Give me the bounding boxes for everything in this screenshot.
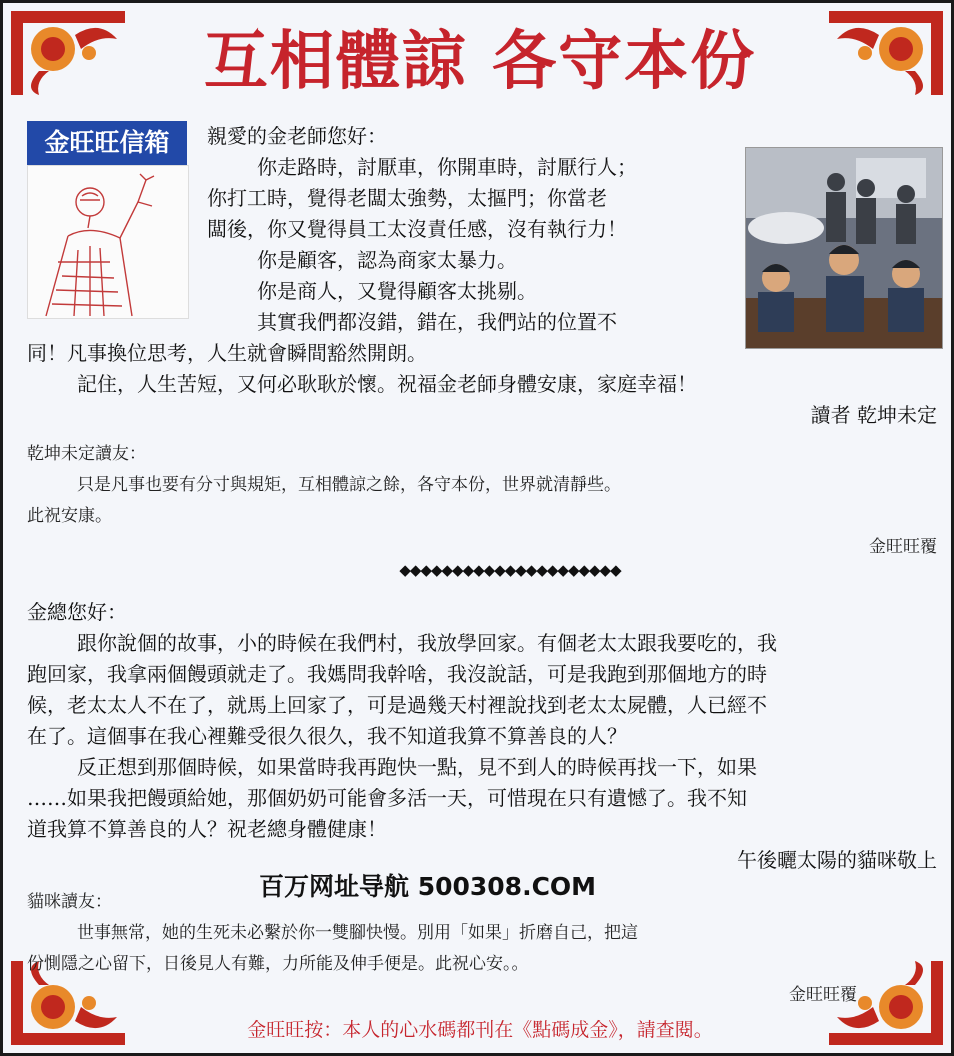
sketch-illustration	[27, 165, 189, 319]
letter2-line: 跑回家，我拿兩個饅頭就走了。我媽問我幹啥，我沒說話，可是我跑到那個地方的時	[27, 662, 767, 686]
letter2-line: 跟你說個的故事，小的時候在我們村，我放學回家。有個老太太跟我要吃的，我	[77, 631, 777, 655]
letter1-line: 你走路時，討厭車，你開車時，討厭行人；	[257, 155, 637, 179]
reply2-line: 份惻隱之心留下，日後見人有難，力所能及伸手便是。此祝心安。。	[27, 954, 529, 974]
watermark-text: 百万网址导航 500308.COM	[259, 872, 597, 901]
letter1-line: 記住，人生苦短，又何必耿耿於懷。祝福金老師身體安康，家庭幸福！	[77, 372, 697, 396]
letter2-line: 候，老太太人不在了，就馬上回家了，可是過幾天村裡說找到老太太屍體，人已經不	[27, 693, 767, 717]
letter2-signature: 午後曬太陽的貓咪敬上	[737, 848, 937, 872]
letter1-line: 你是顧客，認為商家太暴力。	[257, 248, 517, 272]
letter1-line: 同！凡事換位思考，人生就會瞬間豁然開朗。	[27, 341, 427, 365]
column-badge: 金旺旺信箱	[27, 121, 187, 165]
footer-note: 金旺旺按：本人的心水碼都刊在《點碼成金》，請查閱。	[247, 1019, 713, 1041]
corner-ornament-top-right	[827, 9, 945, 97]
reply2-block	[27, 887, 937, 1011]
reply2-line: 世事無常，她的生死未必繫於你一雙腳快慢。別用「如果」折磨自己，把這	[77, 923, 638, 943]
letter1-block-wide	[27, 338, 937, 431]
page-title: 互相體諒 各守本份	[203, 25, 757, 99]
corner-ornament-top-left	[9, 9, 127, 97]
letter1-signature: 讀者 乾坤未定	[810, 403, 937, 427]
letter2-line: 在了。這個事在我心裡難受很久很久，我不知道我算不算善良的人？	[27, 724, 627, 748]
letter2-line: 道我算不算善良的人？祝老總身體健康！	[27, 817, 387, 841]
letter1-greeting: 親愛的金老師您好：	[207, 124, 387, 148]
reply1-line: 只是凡事也要有分寸與規矩，互相體諒之餘，各守本份，世界就清靜些。	[77, 475, 621, 495]
office-people-illustration	[745, 147, 943, 349]
letter1-line: 你打工時，覺得老闆太強勢，太摳門；你當老	[207, 186, 607, 210]
reply1-greeting: 乾坤未定讀友：	[27, 444, 146, 464]
reply2-signature: 金旺旺覆	[789, 985, 857, 1005]
reply2-greeting: 貓咪讀友：	[27, 892, 112, 912]
letter1-block	[207, 121, 737, 338]
letter2-line: 反正想到那個時候，如果當時我再跑快一點，見不到人的時候再找一下，如果	[77, 755, 757, 779]
reply1-line: 此祝安康。	[27, 506, 112, 526]
letter2-greeting: 金總您好：	[27, 600, 127, 624]
letter1-line: 其實我們都沒錯，錯在，我們站的位置不	[257, 310, 617, 334]
reply1-block	[27, 439, 937, 563]
reply1-signature: 金旺旺覆	[869, 537, 937, 557]
letter2-block	[27, 597, 937, 876]
letter1-line: 闆後，你又覺得員工太沒責任感，沒有執行力！	[207, 217, 627, 241]
letter1-line: 你是商人，又覺得顧客太挑剔。	[257, 279, 537, 303]
section-divider: ◆◆◆◆◆◆◆◆◆◆◆◆◆◆◆◆◆◆◆◆◆	[399, 561, 621, 579]
letter2-line: ……如果我把饅頭給她，那個奶奶可能會多活一天，可惜現在只有遺憾了。我不知	[27, 786, 747, 810]
